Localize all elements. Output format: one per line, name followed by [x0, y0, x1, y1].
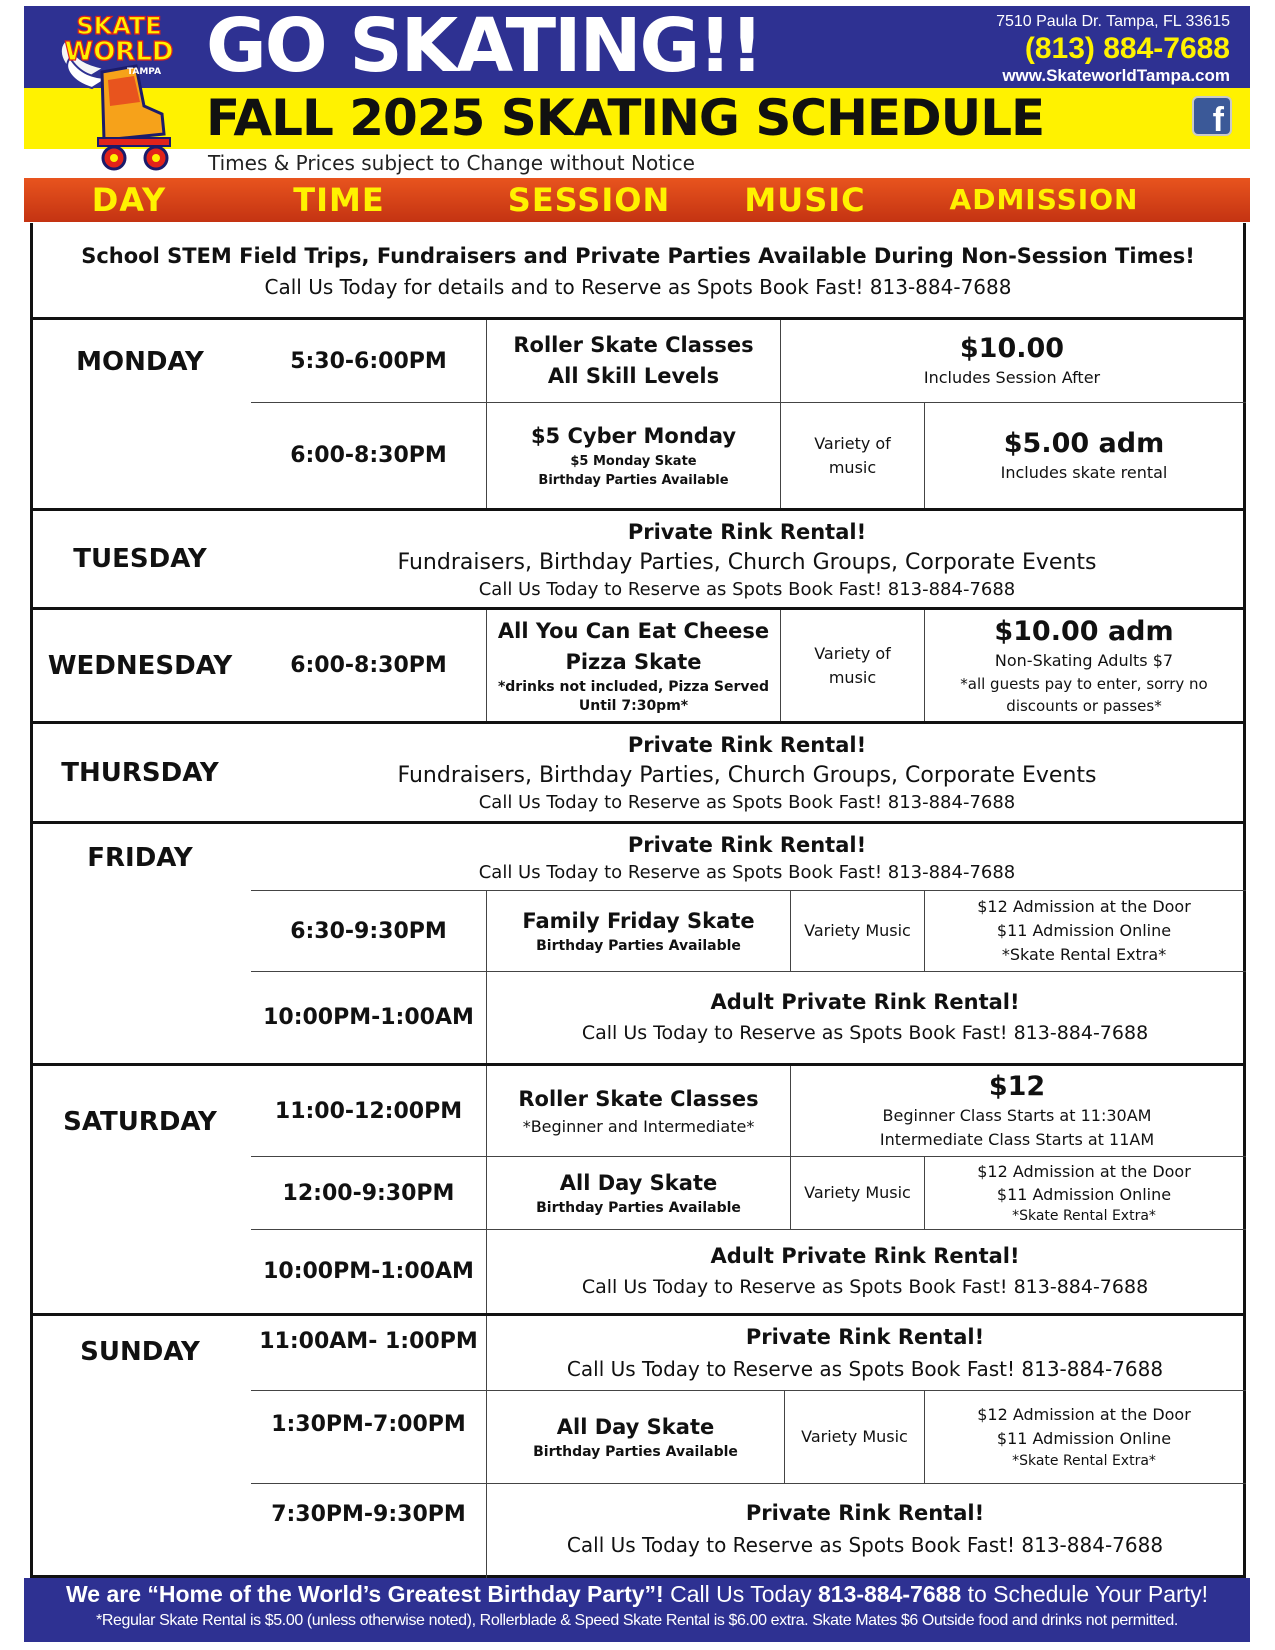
- session-title: Roller Skate Classes: [518, 1086, 759, 1111]
- session-cell: [487, 891, 790, 971]
- admission-door: $12 Admission at the Door: [977, 897, 1191, 916]
- music-cell: Variety Music: [804, 1183, 911, 1202]
- admission-note: Intermediate Class Starts at 11AM: [879, 1130, 1155, 1149]
- rental-contact: Call Us Today to Reserve as Spots Book Fast! 813-884-7688: [478, 861, 1016, 883]
- rental-banner: [251, 724, 1243, 821]
- admission-price: $10.00: [959, 333, 1065, 364]
- session-detail: Birthday Parties Available: [538, 473, 729, 488]
- rental-banner: [251, 511, 1243, 607]
- intro-title: School STEM Field Trips, Fundraisers and Private Parties Available During Non-Session Times!: [81, 244, 1195, 268]
- column-admission: ADMISSION: [949, 183, 1139, 216]
- time-cell: 11:00-12:00PM: [274, 1098, 463, 1124]
- time-cell: 6:00-8:30PM: [290, 443, 447, 468]
- time-cell: 10:00PM-1:00AM: [263, 1259, 474, 1284]
- session-title: $5 Cyber Monday: [530, 424, 737, 448]
- rental-banner: [251, 824, 1243, 890]
- admission-note: discounts or passes*: [1006, 696, 1162, 715]
- page-title: FALL 2025 SKATING SCHEDULE: [206, 89, 1045, 147]
- session-detail: $5 Monday Skate: [570, 454, 697, 469]
- day-saturday: SATURDAY: [63, 1107, 217, 1137]
- price-notice: Times & Prices subject to Change without Notice: [208, 151, 695, 175]
- admission-note: Includes Session After: [923, 368, 1101, 387]
- session-title: All You Can Eat Cheese: [497, 618, 770, 643]
- admission-cell: [781, 320, 1243, 402]
- rental-contact: Call Us Today to Reserve as Spots Book Fast! 813-884-7688: [581, 1022, 1149, 1044]
- music-text: music: [828, 457, 877, 477]
- rental-events: Fundraisers, Birthday Parties, Church Groups, Corporate Events: [397, 549, 1097, 575]
- session-detail: Until 7:30pm*: [578, 697, 689, 714]
- admission-online: $11 Admission Online: [996, 1429, 1172, 1448]
- time-cell: 7:30PM-9:30PM: [271, 1501, 466, 1527]
- time-cell: 11:00AM- 1:00PM: [259, 1328, 478, 1354]
- admission-cell: [925, 610, 1243, 721]
- column-time: TIME: [293, 181, 385, 219]
- admission-online: $11 Admission Online: [996, 921, 1172, 940]
- session-cell: [487, 320, 780, 402]
- contact-block: [996, 12, 1230, 86]
- time-cell: 5:30-6:00PM: [290, 348, 447, 374]
- admission-note: *Skate Rental Extra*: [1012, 1453, 1156, 1469]
- rental-title: Adult Private Rink Rental!: [710, 990, 1020, 1014]
- column-day: DAY: [91, 181, 167, 219]
- rental-contact: Call Us Today to Reserve as Spots Book Fast! 813-884-7688: [566, 1533, 1164, 1557]
- admission-note: *Skate Rental Extra*: [1001, 945, 1167, 964]
- rental-banner: [487, 1484, 1243, 1575]
- time-cell: 6:30-9:30PM: [290, 918, 447, 944]
- time-cell: 12:00-9:30PM: [282, 1180, 455, 1206]
- address: 7510 Paula Dr. Tampa, FL 33615: [996, 13, 1230, 30]
- footer-tagline: We are “Home of the World’s Greatest Birthday Party”!: [65, 1581, 664, 1607]
- session-detail: *Beginner and Intermediate*: [522, 1116, 755, 1136]
- time-cell: 6:00-8:30PM: [290, 653, 447, 678]
- music-cell: [781, 403, 924, 508]
- session-title: Roller Skate Classes: [513, 333, 754, 357]
- rental-contact: Call Us Today to Reserve as Spots Book Fast! 813-884-7688: [581, 1276, 1149, 1298]
- admission-note: Beginner Class Starts at 11:30AM: [882, 1106, 1152, 1125]
- music-cell: Variety Music: [804, 921, 911, 940]
- logo-text-tampa: TAMPA: [126, 67, 162, 77]
- rental-contact: Call Us Today to Reserve as Spots Book Fast! 813-884-7688: [478, 578, 1016, 600]
- session-cell: [487, 1391, 784, 1483]
- footer-call-text: Call Us Today: [663, 1581, 818, 1607]
- admission-door: $12 Admission at the Door: [977, 1162, 1191, 1181]
- logo-text-skate: SKATE: [76, 12, 162, 40]
- rental-title: Private Rink Rental!: [627, 733, 867, 757]
- music-cell: [781, 610, 924, 721]
- day-wednesday: WEDNESDAY: [47, 650, 233, 681]
- footer-schedule-text: to Schedule Your Party!: [961, 1581, 1208, 1607]
- admission-note: *Skate Rental Extra*: [1012, 1208, 1156, 1224]
- session-cell: [487, 403, 780, 508]
- admission-note: Includes skate rental: [1000, 462, 1168, 482]
- day-tuesday: TUESDAY: [73, 544, 207, 574]
- admission-cell: [791, 1066, 1243, 1156]
- admission-note: Non-Skating Adults $7: [994, 650, 1174, 670]
- admission-note: *all guests pay to enter, sorry no: [960, 674, 1208, 693]
- session-subtitle: All Skill Levels: [547, 364, 720, 388]
- admission-price: $10.00 adm: [994, 615, 1174, 647]
- session-cell: [487, 610, 780, 721]
- session-title: All Day Skate: [559, 1171, 718, 1195]
- music-cell: Variety Music: [801, 1427, 908, 1446]
- rental-banner: [487, 1230, 1243, 1313]
- rental-contact: Call Us Today to Reserve as Spots Book Fast! 813-884-7688: [478, 792, 1016, 813]
- session-cell: [487, 1157, 790, 1229]
- admission-cell: [925, 1391, 1243, 1483]
- column-header-bar: [24, 178, 1250, 222]
- admission-cell: [925, 403, 1243, 508]
- music-text: music: [828, 667, 877, 687]
- session-cell: [487, 1066, 790, 1156]
- footer-banner: [24, 1578, 1250, 1642]
- session-title: All Day Skate: [556, 1415, 715, 1439]
- column-music: MUSIC: [744, 181, 866, 219]
- facebook-icon[interactable]: f: [1192, 96, 1232, 136]
- column-session: SESSION: [507, 181, 671, 219]
- music-text: Variety of: [814, 433, 891, 453]
- session-detail: Birthday Parties Available: [536, 938, 741, 954]
- footer-phone[interactable]: 813-884-7688: [817, 1581, 962, 1607]
- music-text: Variety of: [814, 643, 891, 663]
- skate-world-logo: [44, 10, 194, 178]
- rental-contact: Call Us Today to Reserve as Spots Book Fast! 813-884-7688: [566, 1356, 1164, 1381]
- admission-cell: [925, 1157, 1243, 1229]
- rental-banner: [487, 1316, 1243, 1390]
- session-detail: Birthday Parties Available: [536, 1200, 741, 1216]
- rental-title: Private Rink Rental!: [745, 1324, 985, 1349]
- admission-cell: [925, 891, 1243, 971]
- footer-party-line: [24, 1578, 1250, 1610]
- phone-number[interactable]: (813) 884-7688: [1024, 32, 1230, 65]
- session-detail: Birthday Parties Available: [533, 1444, 738, 1460]
- rental-events: Fundraisers, Birthday Parties, Church Groups, Corporate Events: [397, 763, 1097, 788]
- rental-title: Private Rink Rental!: [745, 1501, 985, 1525]
- footer-rental-note: *Regular Skate Rental is $5.00 (unless otherwise noted), Rollerblade & Speed Skate Rental is $6.00 extra. Skate Mates $6 Outside food and drinks not permitted.: [96, 1612, 1178, 1629]
- time-cell: 1:30PM-7:00PM: [271, 1411, 466, 1437]
- headline: GO SKATING!!: [206, 3, 762, 89]
- admission-online: $11 Admission Online: [996, 1185, 1172, 1204]
- rental-title: Adult Private Rink Rental!: [710, 1244, 1020, 1268]
- day-friday: FRIDAY: [87, 843, 193, 873]
- session-detail: *drinks not included, Pizza Served: [497, 678, 770, 695]
- intro-text: Call Us Today for details and to Reserve as Spots Book Fast! 813-884-7688: [264, 275, 1012, 299]
- rental-banner: [487, 972, 1243, 1063]
- admission-price: $5.00 adm: [1003, 427, 1165, 459]
- day-monday: MONDAY: [76, 347, 204, 377]
- intro-banner: [33, 226, 1243, 317]
- day-sunday: SUNDAY: [80, 1337, 200, 1367]
- rental-title: Private Rink Rental!: [627, 832, 867, 857]
- day-thursday: THURSDAY: [61, 757, 219, 788]
- admission-door: $12 Admission at the Door: [977, 1405, 1191, 1424]
- time-cell: 10:00PM-1:00AM: [263, 1005, 474, 1030]
- website-link[interactable]: www.SkateworldTampa.com: [1002, 66, 1230, 85]
- session-title: Pizza Skate: [565, 649, 702, 674]
- logo-text-world: WORLD: [64, 37, 174, 67]
- admission-price: $12: [988, 1071, 1046, 1102]
- session-title: Family Friday Skate: [522, 909, 755, 933]
- rental-title: Private Rink Rental!: [627, 519, 867, 544]
